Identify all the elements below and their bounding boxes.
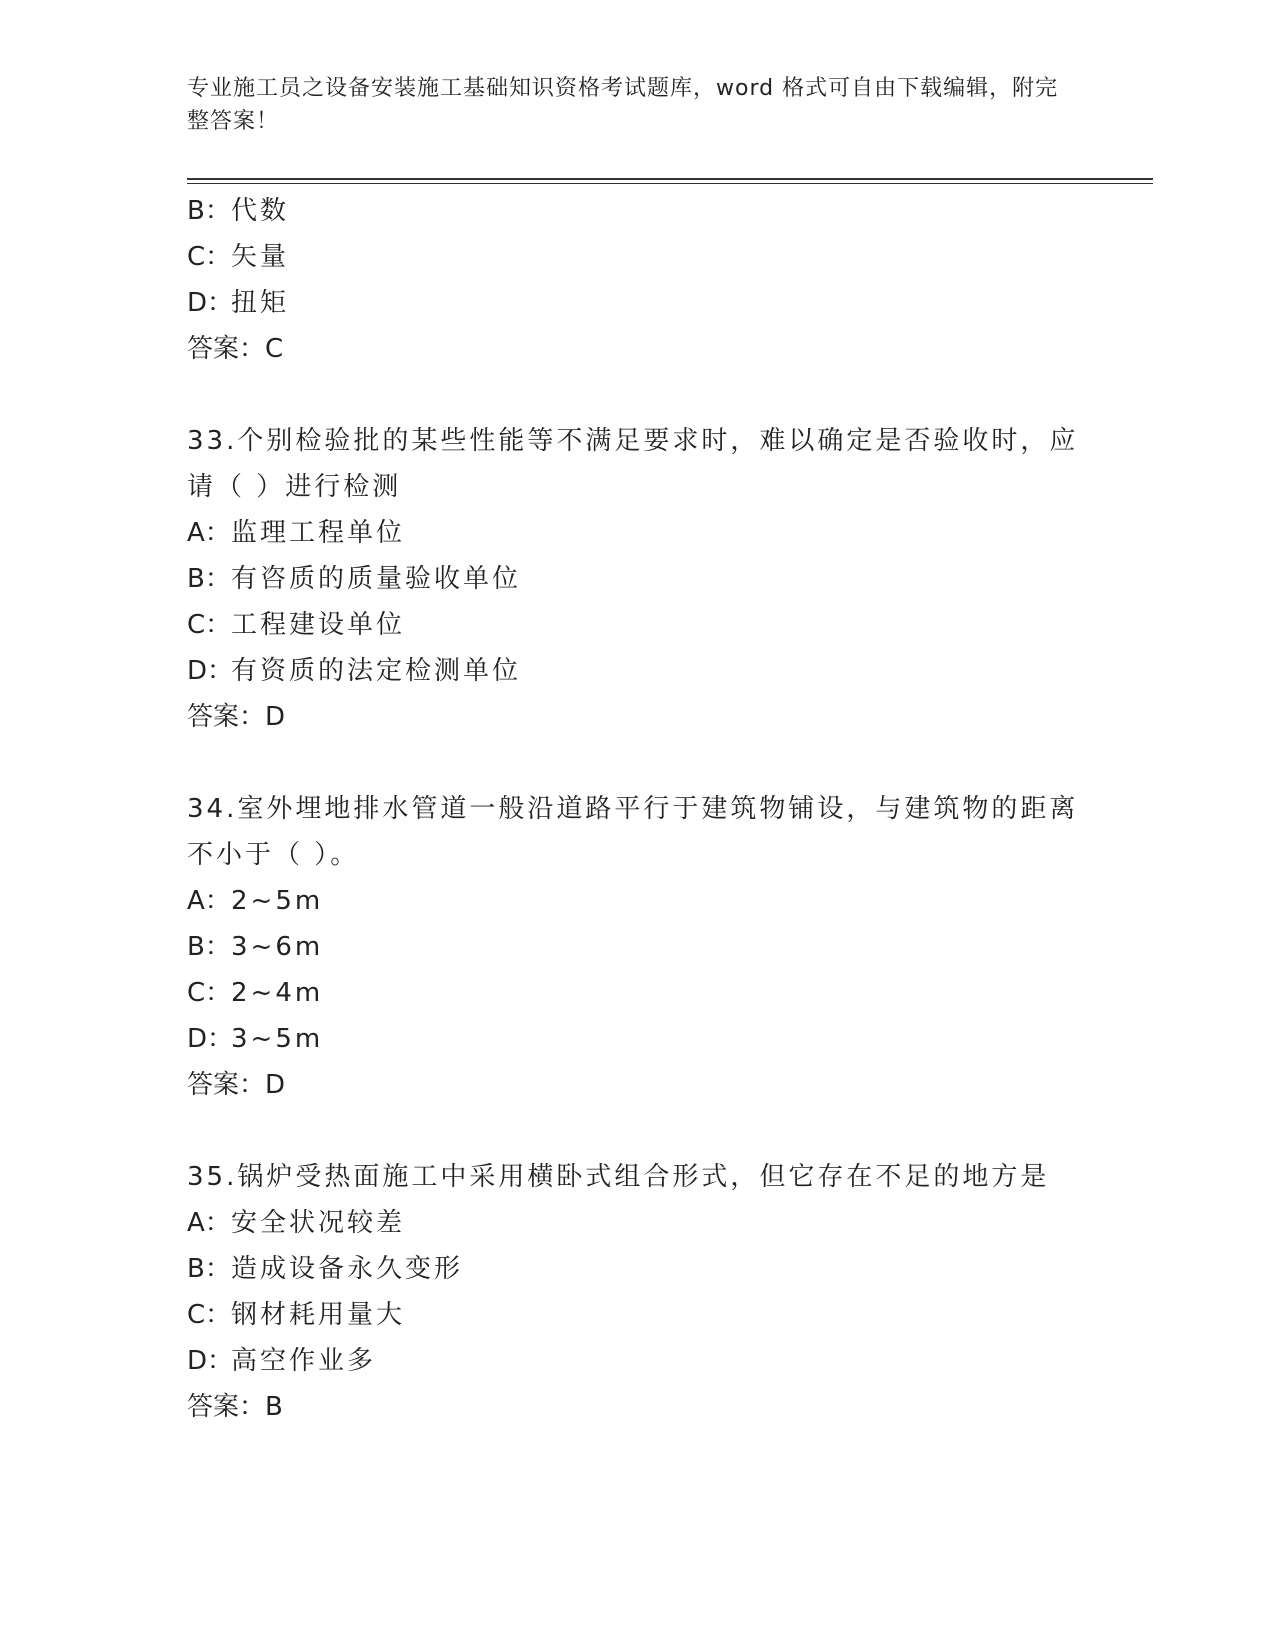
option-key: D： [187,288,234,318]
option-text: 有咨质的质量验收单位 [231,564,522,594]
option-key: C： [187,978,232,1008]
answer-value: D [265,702,286,732]
page-header [187,72,1067,138]
option-key: B： [187,564,231,594]
option-key: C： [187,610,232,640]
question-33 [187,418,1087,740]
header-title: 专业施工员之设备安装施工基础知识资格考试题库，word 格式可自由下载编辑，附完整答案！ [187,76,1059,134]
option-text: 2~5m [231,886,324,916]
option-b [187,556,1087,602]
option-key: C： [187,242,232,272]
answer-label: 答案： [187,1392,266,1422]
option-text: 2~4m [231,978,324,1008]
answer-label: 答案： [187,334,266,364]
option-key: C： [187,1300,232,1330]
option-key: A： [187,518,231,548]
answer-value: D [265,1070,286,1100]
option-text: 安全状况较差 [231,1208,406,1238]
answer-line [187,326,1087,372]
option-c [187,602,1087,648]
option-text: 矢量 [231,242,290,272]
option-text: 3~5m [231,1024,324,1054]
option-text: 工程建设单位 [231,610,406,640]
header-divider-thin [187,183,1153,184]
option-c [187,1292,1087,1338]
answer-line [187,694,1087,740]
question-text: 锅炉受热面施工中采用横卧式组合形式，但它存在不足的地方是 [237,1162,1050,1192]
option-b [187,188,1087,234]
question-stem-line-2 [187,464,1087,510]
option-a [187,510,1087,556]
question-text: 请（ ）进行检测 [187,472,402,502]
option-key: B： [187,1254,231,1284]
question-35 [187,1154,1087,1430]
answer-line [187,1062,1087,1108]
question-number: 35. [187,1162,238,1192]
question-stem-line-2 [187,832,1087,878]
option-key: A： [187,1208,231,1238]
answer-line [187,1384,1087,1430]
question-number: 34. [187,794,238,824]
answer-label: 答案： [187,702,266,732]
option-text: 扭矩 [231,288,290,318]
continued-question-block [187,188,1087,372]
option-a [187,1200,1087,1246]
question-text: 室外埋地排水管道一般沿道路平行于建筑物铺设，与建筑物的距离 [237,794,1079,824]
question-number: 33. [187,426,238,456]
question-stem-line-1 [187,418,1087,464]
question-list [187,188,1087,1430]
question-34 [187,786,1087,1108]
option-d [187,280,1087,326]
answer-label: 答案： [187,1070,266,1100]
question-stem-line-1 [187,1154,1087,1200]
option-text: 有资质的法定检测单位 [231,656,522,686]
option-b [187,924,1087,970]
option-c [187,970,1087,1016]
option-key: D： [187,1024,234,1054]
option-text: 代数 [231,196,290,226]
option-d [187,1338,1087,1384]
option-key: D： [187,656,234,686]
option-text: 3~6m [231,932,324,962]
option-d [187,1016,1087,1062]
header-divider-thick [187,178,1153,180]
option-text: 高空作业多 [231,1346,377,1376]
option-b [187,1246,1087,1292]
option-key: D： [187,1346,234,1376]
answer-value: B [265,1392,283,1422]
answer-value: C [265,334,284,364]
option-text: 钢材耗用量大 [231,1300,406,1330]
option-key: A： [187,886,231,916]
question-text: 个别检验批的某些性能等不满足要求时，难以确定是否验收时，应 [237,426,1079,456]
question-text: 不小于（ ）。 [187,840,360,870]
option-c [187,234,1087,280]
option-key: B： [187,196,231,226]
option-text: 造成设备永久变形 [231,1254,464,1284]
question-stem-line-1 [187,786,1087,832]
option-d [187,648,1087,694]
option-key: B： [187,932,231,962]
option-text: 监理工程单位 [231,518,406,548]
option-a [187,878,1087,924]
